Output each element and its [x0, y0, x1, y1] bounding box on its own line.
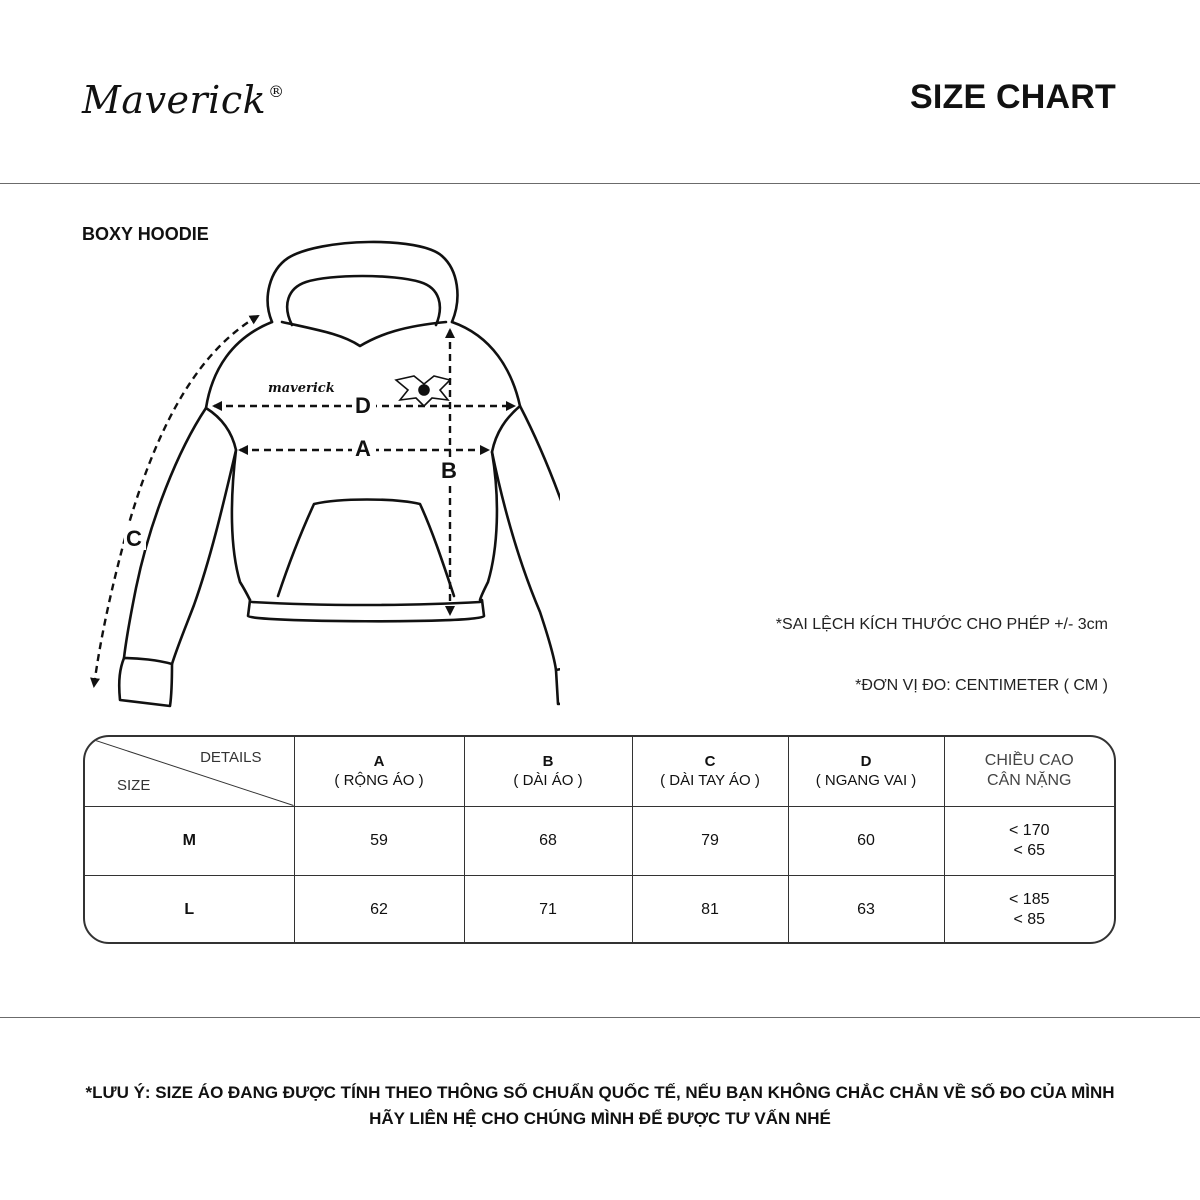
body-left — [206, 322, 272, 600]
chest-print: maverick — [268, 381, 335, 396]
height-value: < 170 — [1009, 821, 1050, 839]
measure-c-line — [94, 316, 258, 686]
footer-note — [0, 1080, 1200, 1132]
label-a: A — [355, 436, 371, 461]
height-value: < 185 — [1009, 890, 1050, 908]
column-desc: ( DÀI TAY ÁO ) — [660, 772, 760, 790]
body-right — [452, 322, 520, 600]
column-desc: ( NGANG VAI ) — [815, 772, 917, 790]
brand-logo — [82, 78, 285, 122]
page-title: SIZE CHART — [910, 78, 1116, 116]
weight-value: < 85 — [1013, 910, 1046, 928]
hood-rim — [287, 276, 440, 325]
cell-d: 60 — [788, 806, 944, 875]
cell-b: 71 — [464, 875, 632, 944]
size-cell: L — [85, 875, 294, 944]
table-row — [85, 875, 1114, 944]
hood-outline — [268, 242, 458, 322]
chest-emblem-icon — [396, 376, 450, 406]
top-divider — [0, 183, 1200, 184]
column-header-b — [464, 737, 632, 806]
right-sleeve — [492, 406, 560, 670]
column-header-c — [632, 737, 788, 806]
hem-band — [248, 600, 484, 621]
column-code: A — [373, 753, 385, 771]
corner-size-label: SIZE — [117, 776, 151, 794]
cell-a: 62 — [294, 875, 464, 944]
unit-note: *ĐƠN VỊ ĐO: CENTIMETER ( CM ) — [855, 677, 1108, 694]
weight-value: < 65 — [1013, 841, 1046, 859]
column-desc: ( DÀI ÁO ) — [513, 772, 583, 790]
label-c: C — [126, 526, 142, 551]
neckline — [282, 322, 446, 346]
corner-diagonal — [85, 737, 294, 806]
column-header-a — [294, 737, 464, 806]
product-name: BOXY HOODIE — [82, 224, 209, 244]
table-header-row — [85, 737, 1114, 806]
column-code: B — [542, 753, 554, 771]
brand-name: Maverick — [82, 78, 267, 122]
registered-mark: ® — [268, 82, 285, 101]
table-row — [85, 806, 1114, 875]
column-desc: ( RỘNG ÁO ) — [334, 772, 424, 790]
footer-line-1: *LƯU Ý: SIZE ÁO ĐANG ĐƯỢC TÍNH THEO THÔNG SỐ CHUẨN QUỐC TẾ, NẾU BẠN KHÔNG CHẮC CHẮN VỀ SỐ ĐO CỦA MÌNH — [85, 1083, 1115, 1102]
height-header: CHIỀU CAO — [984, 752, 1074, 770]
corner-details-label: DETAILS — [200, 749, 262, 766]
size-cell: M — [85, 806, 294, 875]
cell-c: 81 — [632, 875, 788, 944]
column-header-d — [788, 737, 944, 806]
cell-height-weight — [944, 806, 1114, 875]
hoodie-diagram — [80, 240, 560, 720]
column-header-height-weight — [944, 737, 1114, 806]
weight-header: CÂN NẶNG — [987, 772, 1072, 790]
left-cuff — [119, 658, 172, 706]
label-b: B — [441, 458, 457, 483]
size-table — [83, 735, 1116, 944]
label-d: D — [355, 393, 371, 418]
bottom-divider — [0, 1017, 1200, 1018]
cell-height-weight — [944, 875, 1114, 944]
cell-b: 68 — [464, 806, 632, 875]
kangaroo-pocket — [278, 500, 454, 597]
footer-line-2: HÃY LIÊN HỆ CHO CHÚNG MÌNH ĐỂ ĐƯỢC TƯ VẤN NHÉ — [369, 1109, 831, 1128]
tolerance-note: *SAI LỆCH KÍCH THƯỚC CHO PHÉP +/- 3cm — [775, 616, 1108, 633]
cell-a: 59 — [294, 806, 464, 875]
cell-d: 63 — [788, 875, 944, 944]
column-code: C — [704, 753, 716, 771]
column-code: D — [860, 753, 872, 771]
corner-header — [85, 737, 294, 806]
cell-c: 79 — [632, 806, 788, 875]
